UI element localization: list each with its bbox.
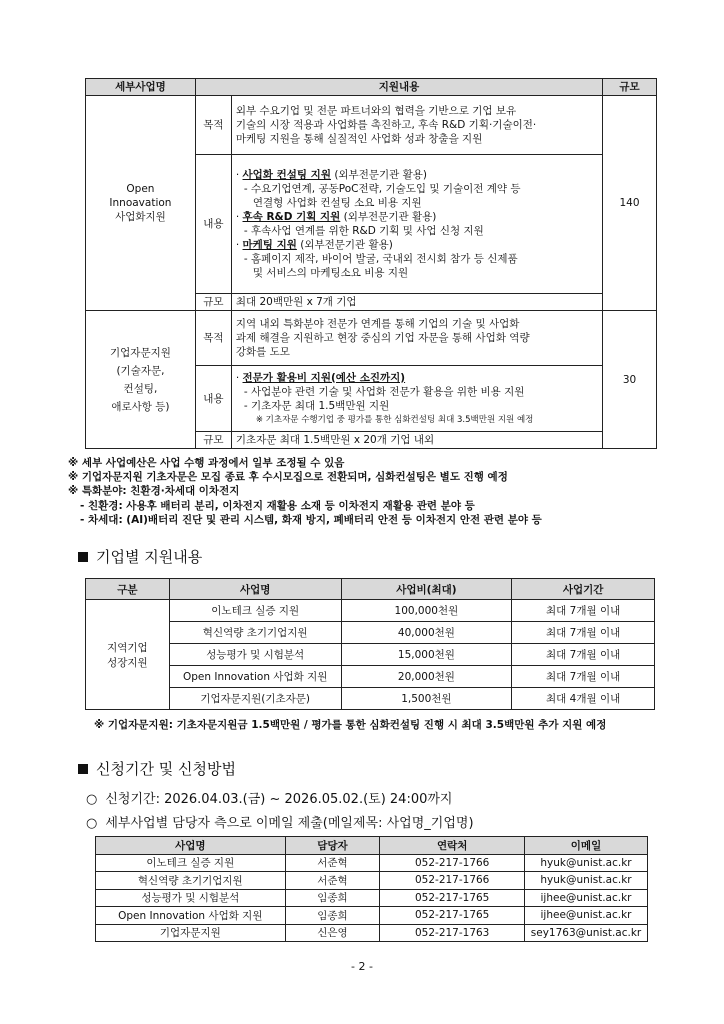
scale-count: 140 xyxy=(603,96,657,311)
item-title: · 후속 R&D 기획 지원 (외부전문기관 활용) xyxy=(235,211,437,223)
company-table: 구분 사업명 사업비(최대) 사업기간 지역기업 성장지원 이노테크 실증 지원 100,000천원 최대 7개월 이내 혁신역량 초기기업지원 40,000천원 최대 7개월 이내 성능평가 및 시험분석 15,000천원 최대 7개월 이내 Open Innovation 사업화 지원 20,000천원 최대 7개월 이내 기업자문지원(기초자문) 1,500천원 최대 4개월 이내 xyxy=(85,578,655,710)
purpose-label: 목적 xyxy=(195,96,231,155)
item-title: · 사업화 컨설팅 지원 (외부전문기관 활용) xyxy=(235,169,427,181)
table-row: 기업자문지원 신은영 052-217-1763 sey1763@unist.ac.kr xyxy=(96,924,648,942)
purpose-text: 외부 수요기업 및 전문 파트너와의 협력을 기반으로 기업 보유 기술의 시장 적용과 사업화를 촉진하고, 후속 R&D 기획·기술이전· 마케팅 지원을 통해 실질적인 사업화 성과 창출을 지원 xyxy=(231,96,602,155)
table-row: Open Innovation 사업화 지원 임종희 052-217-1765 ijhee@unist.ac.kr xyxy=(96,907,648,925)
note-line: - 차세대: (AI)배터리 진단 및 관리 시스템, 화재 방지, 폐배터리 안전 등 이차전지 안전 관련 분야 등 xyxy=(80,513,542,526)
content-items: · 전문가 활용비 지원(예산 소진까지) - 사업분야 관련 기술 및 사업화 전문가 활용을 위한 비용 지원 - 기초자문 최대 1.5백만원 지원 ※ 기초자문 수행기업 중 평가를 통한 심화컨설팅 최대 3.5백만원 지원 예정 xyxy=(231,366,602,432)
support-table xyxy=(85,78,657,449)
item-title: · 전문가 활용비 지원(예산 소진까지) xyxy=(235,371,406,384)
scale-label: 규모 xyxy=(195,294,231,311)
group-label: 지역기업 성장지원 xyxy=(86,600,170,710)
notes xyxy=(68,456,688,527)
apply-method: ○ 세부사업별 담당자 측으로 이메일 제출(메일제목: 사업명_기업명) xyxy=(86,816,474,831)
program-open-innovation: Open Innoavation 사업화지원 xyxy=(86,96,196,311)
table-row: 기업자문지원(기초자문) 1,500천원 최대 4개월 이내 xyxy=(86,688,655,710)
note-line: ※ 특화분야: 친환경·차세대 이차전지 xyxy=(68,485,240,498)
table-row: 성능평가 및 시험분석 임종희 052-217-1765 ijhee@unist.ac.kr xyxy=(96,889,648,907)
table-row: 이노테크 실증 지원 서준혁 052-217-1766 hyuk@unist.ac.kr xyxy=(96,854,648,872)
circle-bullet-icon: ○ xyxy=(86,816,98,831)
note-line: ※ 기업자문지원 기초자문은 모집 종료 후 수시모집으로 전환되며, 심화컨설팅은 별도 진행 예정 xyxy=(68,471,508,484)
page-number: - 2 - xyxy=(351,960,373,973)
company-table-note: ※ 기업자문지원: 기초자문지원금 1.5백만원 / 평가를 통한 심화컨설팅 진행 시 최대 3.5백만원 추가 지원 예정 xyxy=(94,719,607,731)
program-advisory: 기업자문지원 (기술자문, 컨설팅, 애로사항 등) xyxy=(86,311,196,449)
note-line: ※ 세부 사업예산은 사업 수행 과정에서 일부 조정될 수 있음 xyxy=(68,457,345,469)
table-row: 혁신역량 초기기업지원 서준혁 052-217-1766 hyuk@unist.ac.kr xyxy=(96,872,648,890)
table-row: 지역기업 성장지원 이노테크 실증 지원 100,000천원 최대 7개월 이내 xyxy=(86,600,655,622)
scale-text: 최대 20백만원 x 7개 기업 xyxy=(231,294,602,311)
square-bullet-icon xyxy=(78,764,88,774)
content-items: · 사업화 컨설팅 지원 (외부전문기관 활용) - 수요기업연계, 공동PoC전략, 기술도입 및 기술이전 계약 등 연결형 사업화 컨설팅 소요 비용 지원 · 후속 R&D 기획 지원 (외부전문기관 활용) - 후속사업 연계를 위한 R&D 기획 및 사업 신청 지원 · 마케팅 지원 (외부전문기관 활용) - 홈페이지 제작, 바이어 발굴, 국내외 전시회 참가 등 신제품 및 서비스의 마케팅소요 비용 지원 xyxy=(231,155,602,294)
scale-label: 규모 xyxy=(195,432,231,449)
table-row: 혁신역량 초기기업지원 40,000천원 최대 7개월 이내 xyxy=(86,622,655,644)
scale-text: 기초자문 최대 1.5백만원 x 20개 기업 내외 xyxy=(231,432,602,449)
table-row: Open Innovation 사업화 지원 20,000천원 최대 7개월 이내 xyxy=(86,666,655,688)
square-bullet-icon xyxy=(78,552,88,562)
scale-count: 30 xyxy=(603,311,657,449)
content-label: 내용 xyxy=(195,155,231,294)
item-title: · 마케팅 지원 (외부전문기관 활용) xyxy=(235,239,393,251)
content-label: 내용 xyxy=(195,366,231,432)
header-program: 세부사업명 xyxy=(86,79,196,96)
purpose-text: 지역 내외 특화분야 전문가 연계를 통해 기업의 기술 및 사업화 과제 해결을 지원하고 현장 중심의 기업 자문을 통해 사업화 역량 강화를 도모 xyxy=(231,311,602,366)
section-heading: 신청기간 및 신청방법 xyxy=(78,758,236,779)
section-heading: 기업별 지원내용 xyxy=(78,546,202,567)
header-content: 지원내용 xyxy=(195,79,602,96)
contact-table: 사업명 담당자 연락처 이메일 이노테크 실증 지원 서준혁 052-217-1766 hyuk@unist.ac.kr 혁신역량 초기기업지원 서준혁 052-217-1766 hyuk@unist.ac.kr 성능평가 및 시험분석 임종희 052-217-1765 ijhee@unist.ac.kr Open Innovation 사업화 지원 임종희 052-217-1765 ijhee@unist.ac.kr 기업자문지원 신은영 052-217-1763 sey1763@unist.ac.kr xyxy=(95,836,648,942)
purpose-label: 목적 xyxy=(195,311,231,366)
table-row: 성능평가 및 시험분석 15,000천원 최대 7개월 이내 xyxy=(86,644,655,666)
header-scale: 규모 xyxy=(603,79,657,96)
apply-period: ○ 신청기간: 2026.04.03.(금) ~ 2026.05.02.(토) 24:00까지 xyxy=(86,792,453,807)
note-line: - 친환경: 사용후 배터리 분리, 이차전지 재활용 소재 등 이차전지 재활용 관련 분야 등 xyxy=(80,499,475,512)
circle-bullet-icon: ○ xyxy=(86,792,98,807)
